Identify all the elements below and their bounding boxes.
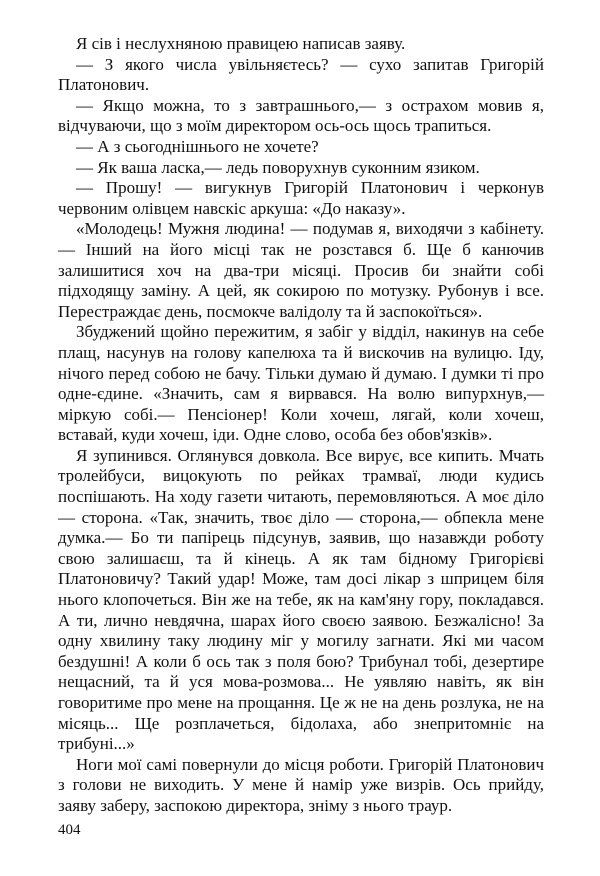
paragraph: — Як ваша ласка,— ледь поворухнув суконним язиком.	[76, 157, 480, 177]
paragraph: Збуджений щойно пережитим, я забіг у відділ, накинув на себе плащ, насунув на голову капелюха та й вискочив на вулицю. Іду, нічого перед собою не бачу. Тільки думаю й думаю. І думки ті про одне-єдине. «Значить, сам я вирвався. На волю випурхнув,— міркую собі.— Пенсіонер! Коли хочеш, лягай, коли хочеш, вставай, куди хочеш, іди. Одне слово, особа без обов'язків».	[58, 322, 544, 445]
paragraph: Я сів і неслухняною правицею написав заяву.	[76, 34, 406, 53]
paragraph: — З якого числа увільняєтесь? — сухо запитав Григорій Платонович.	[58, 54, 544, 95]
paragraph: — Прошу! — вигукнув Григорій Платонович і черконув червоним олівцем навскіс аркуша: «До наказу».	[58, 178, 544, 218]
book-page-text	[58, 34, 544, 817]
paragraph: — А з сьогоднішнього не хочете?	[76, 136, 319, 156]
paragraph: — Якщо можна, то з завтрашнього,— з острахом мовив я, відчуваючи, що з моїм директором ось-ось щось трапиться.	[58, 95, 544, 136]
paragraph: Ноги мої самі повернули до місця роботи. Григорій Платонович з голови не виходить. У мене й намір уже визрів. Ось прийду, заяву заберу, заспокою директора, зніму з нього траур.	[58, 754, 544, 815]
paragraph: Я зупинився. Оглянувся довкола. Все вирує, все кипить. Мчать тролейбуси, вицокують по рейках трамваї, люди кудись поспішають. На ходу газети читають, перемовляються. А моє діло — сторона. «Так, значить, твоє діло — сторона,— обпекла мене думка.— Бо ти папірець підсунув, заявив, що назавжди роботу свою залишаєш, та й кінець. А як там бідному Григорієві Платоновичу? Такий удар! Може, там досі лікар з шприцем біля нього клопочеться. Він же на тебе, як на кам'яну гору, покладався. А ти, лично невдячна, шарах його своєю заявою. Безжалісно! За одну хвилину таку людину міг у могилу загнати. Які ми часом бездушні! А коли б ось так з поля бою? Трибунал тобі, дезертире нещасний, та й уся мова-розмова... Не уявляю навіть, як він говоритиме про мене на прощання. Це ж не на день розлука, не на місяць... Ще розплачеться, бідолаха, або знепритомніє на трибуні...»	[58, 445, 544, 754]
page-number: 404	[58, 822, 81, 838]
paragraph: «Молодець! Мужня людина! — подумав я, виходячи з кабінету.— Інший на його місці так не розстався б. Ще б канючив залишитися хоч на два-три місяці. Просив би знайти собі підходящу заміну. А цей, як сокирою по мотузку. Рубонув і все. Перестраждає день, посмокче валідолу та й заспокоїться».	[58, 219, 544, 321]
